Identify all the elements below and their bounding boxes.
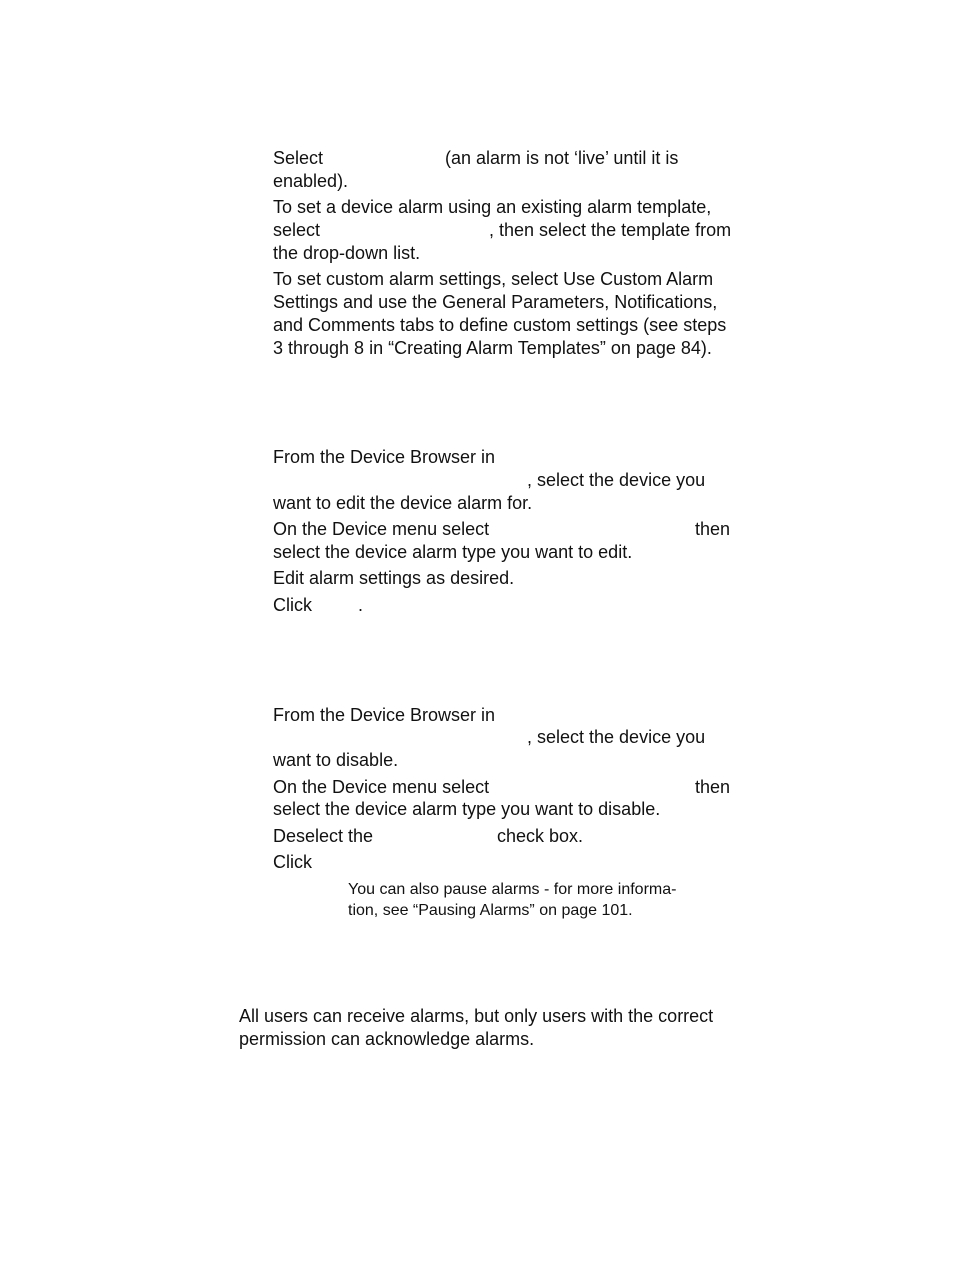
acknowledge-line2: permission can acknowledge alarms. — [239, 1029, 535, 1049]
edit-step2-line1-post: then — [695, 519, 731, 539]
edit-step1-line2: , select the device you — [527, 470, 706, 490]
select-text-continued: (an alarm is not ‘live’ until it is — [445, 148, 679, 168]
edit-step2-line1-pre: On the Device menu select — [273, 519, 490, 539]
custom-text-line4: 3 through 8 in “Creating Alarm Templates” on page 84). — [273, 338, 712, 358]
edit-step2-line2: select the device alarm type you want to edit. — [273, 542, 633, 562]
select-text: Select — [273, 148, 324, 168]
disable-step2-line1-post: then — [695, 777, 731, 797]
note-line1: You can also pause alarms - for more informa- — [348, 881, 677, 898]
edit-step4-post: . — [358, 595, 364, 615]
disable-step2-line1-pre: On the Device menu select — [273, 777, 490, 797]
edit-step3: Edit alarm settings as desired. — [273, 568, 515, 588]
disable-step1-line1: From the Device Browser in — [273, 705, 496, 725]
custom-text-line3: and Comments tabs to define custom settings (see steps — [273, 315, 727, 335]
template-text-line2-post: , then select the template from — [489, 220, 732, 240]
disable-step3-post: check box. — [497, 826, 584, 846]
select-text-line2: enabled). — [273, 171, 349, 191]
acknowledge-line1: All users can receive alarms, but only users with the correct — [239, 1006, 714, 1026]
edit-step1-line1: From the Device Browser in — [273, 447, 496, 467]
disable-step3-pre: Deselect the — [273, 826, 374, 846]
disable-step4: Click — [273, 852, 312, 872]
template-text-line3: the drop-down list. — [273, 243, 421, 263]
disable-step1-line3: want to disable. — [273, 750, 399, 770]
note-line2: tion, see “Pausing Alarms” on page 101. — [348, 902, 633, 919]
template-text-line1: To set a device alarm using an existing alarm template, — [273, 197, 712, 217]
edit-step4-pre: Click — [273, 595, 312, 615]
custom-text-line1: To set custom alarm settings, select Use Custom Alarm — [273, 269, 714, 289]
template-text-line2-pre: select — [273, 220, 321, 240]
disable-step2-line2: select the device alarm type you want to disable. — [273, 799, 661, 819]
disable-step1-line2: , select the device you — [527, 727, 706, 747]
edit-step1-line3: want to edit the device alarm for. — [273, 493, 533, 513]
custom-text-line2: Settings and use the General Parameters, Notifications, — [273, 292, 718, 312]
